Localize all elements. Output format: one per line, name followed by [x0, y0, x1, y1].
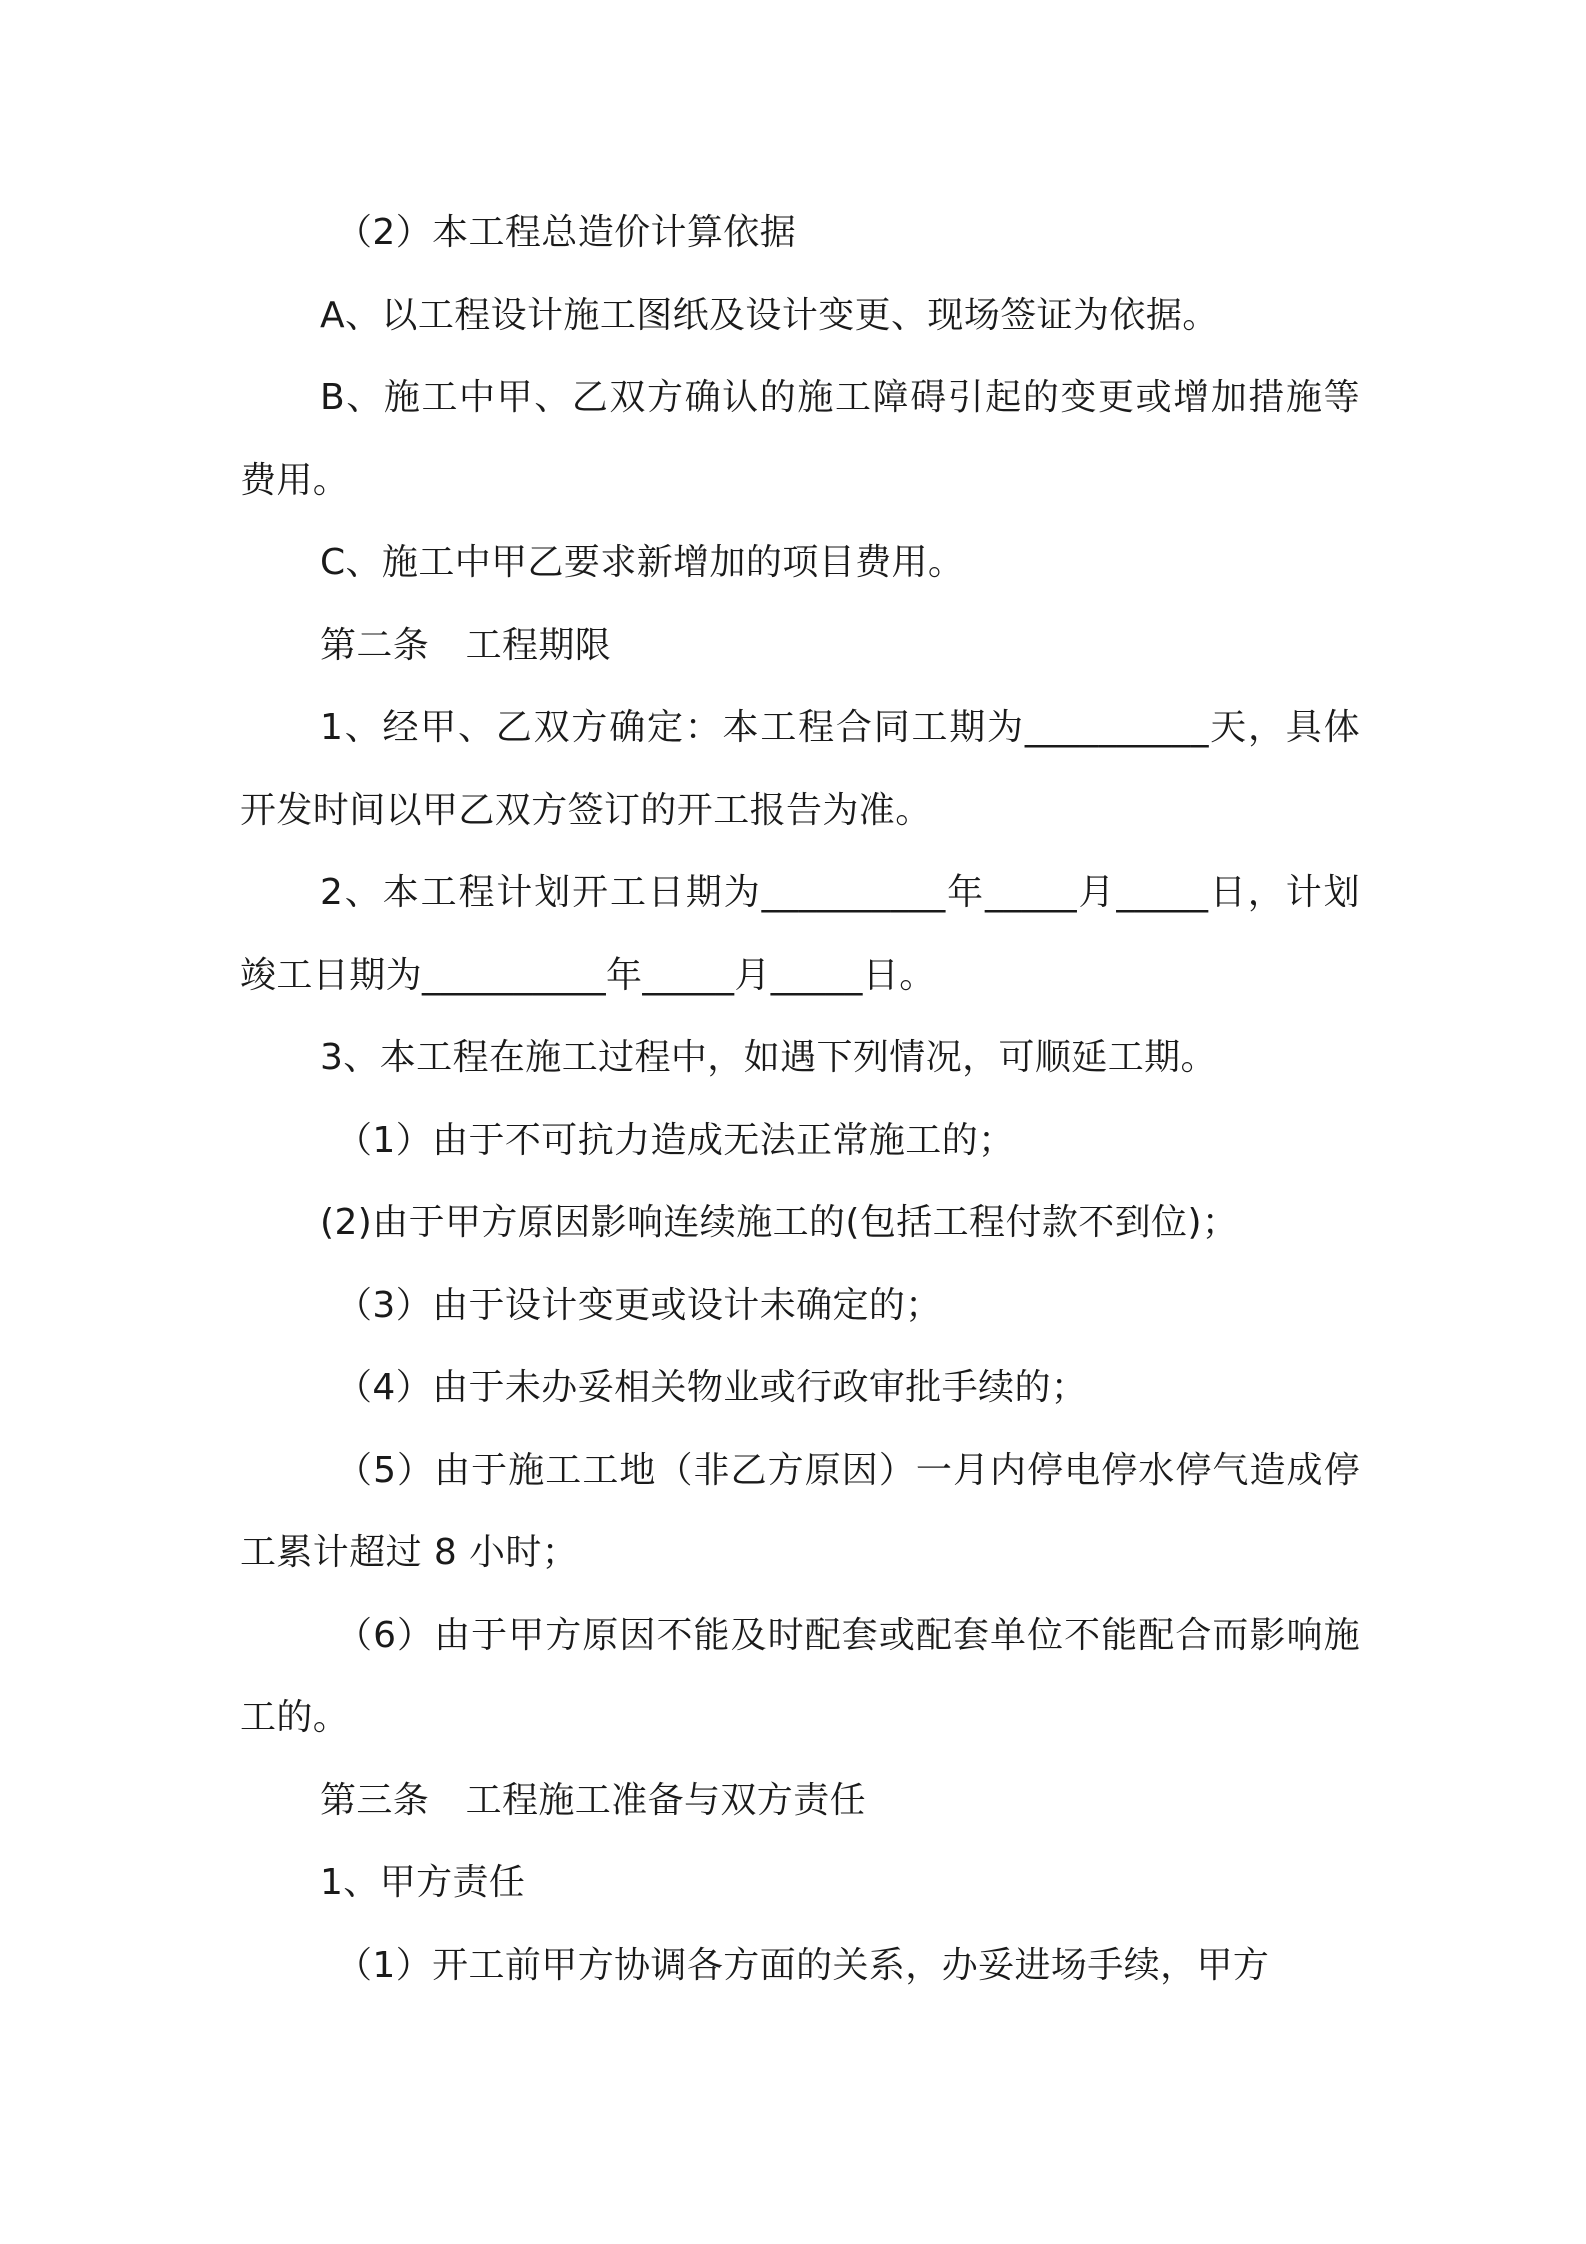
condition-item-2: (2)由于甲方原因影响连续施工的(包括工程付款不到位)；	[320, 1202, 1239, 1243]
condition-item-4: （4）由于未办妥相关物业或行政审批手续的；	[336, 1367, 1088, 1408]
paragraph-duration: 1、经甲、乙双方确定：本工程合同工期为__________天，具体开发时间以甲乙双方签订的开工报告为准。	[240, 707, 1360, 831]
party-a-responsibility-heading: 1、甲方责任	[320, 1862, 526, 1903]
document-body	[240, 192, 1360, 2007]
paragraph-item-a: A、以工程设计施工图纸及设计变更、现场签证为依据。	[320, 294, 1219, 336]
paragraph-schedule-dates: 2、本工程计划开工日期为__________年_____月_____日，计划竣工日期为__________年_____月_____日。	[240, 872, 1360, 996]
condition-item-6: （6）由于甲方原因不能及时配套或配套单位不能配合而影响施工的。	[240, 1614, 1360, 1738]
paragraph-item-b: B、施工中甲、乙双方确认的施工障碍引起的变更或增加措施等费用。	[240, 377, 1360, 501]
condition-item-3: （3）由于设计变更或设计未确定的；	[336, 1284, 942, 1326]
paragraph-cost-basis-heading: （2）本工程总造价计算依据	[336, 212, 797, 253]
paragraph-extension-conditions: 3、本工程在施工过程中，如遇下列情况，可顺延工期。	[320, 1037, 1217, 1078]
paragraph-item-c: C、施工中甲乙要求新增加的项目费用。	[320, 542, 965, 583]
condition-item-5: （5）由于施工工地（非乙方原因）一月内停电停水停气造成停工累计超过 8 小时；	[240, 1449, 1360, 1573]
article-two-heading: 第二条 工程期限	[320, 624, 612, 666]
article-three-heading: 第三条 工程施工准备与双方责任	[320, 1779, 867, 1821]
party-a-item-1: （1）开工前甲方协调各方面的关系，办妥进场手续，甲方	[336, 1944, 1270, 1986]
condition-item-1: （1）由于不可抗力造成无法正常施工的；	[336, 1119, 1015, 1161]
